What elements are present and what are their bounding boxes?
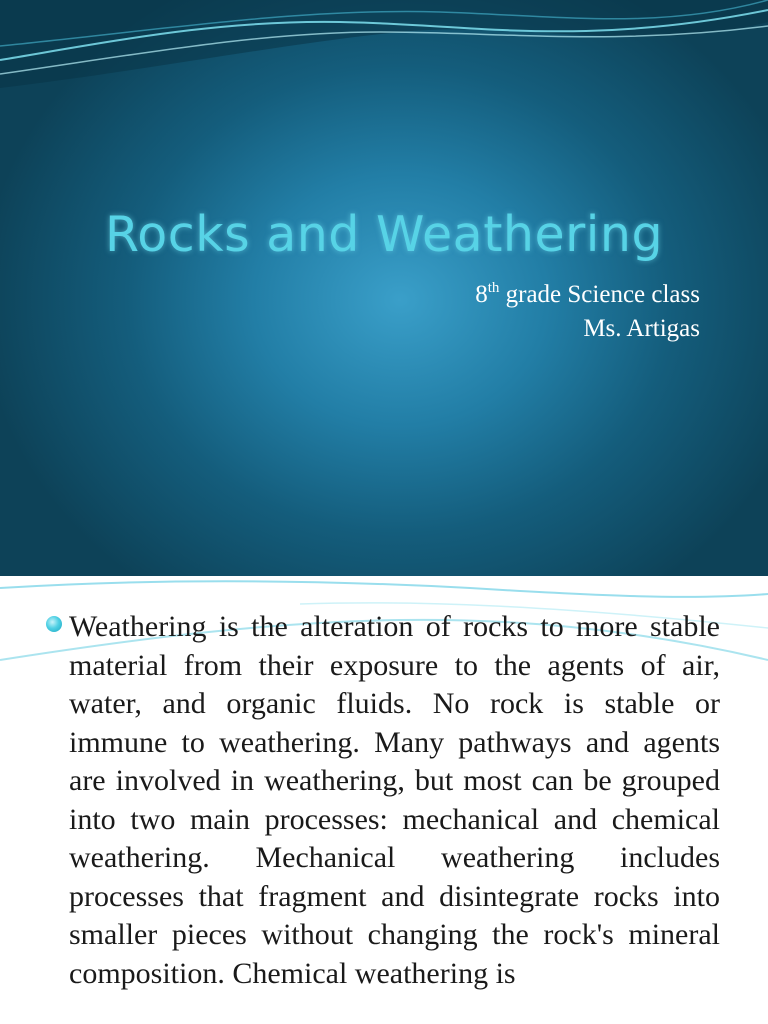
grade-text: grade Science class — [499, 281, 700, 308]
slide-subtitle — [475, 278, 700, 346]
content-slide — [0, 576, 768, 1024]
body-paragraph: Weathering is the alteration of rocks to more stable material from their exposure to the agents of air, water, and organic fluids. No rock is stable or immune to weathering. Many pathways and agents are involved in weathering, but most can be grouped into two main processes: mechanical and chemical weathering. Mechanical weathering includes processes that fragment and disintegrate rocks into smaller pieces without changing the rock's mineral composition. Chemical weathering is — [69, 610, 720, 990]
teacher-name: Ms. Artigas — [583, 315, 700, 342]
grade-suffix: th — [487, 280, 500, 296]
subtitle-grade-line — [475, 278, 700, 312]
bullet-icon — [46, 616, 62, 632]
grade-number: 8 — [475, 281, 488, 308]
decorative-wave-top — [0, 0, 768, 110]
slide-title: Rocks and Weathering — [104, 206, 664, 263]
